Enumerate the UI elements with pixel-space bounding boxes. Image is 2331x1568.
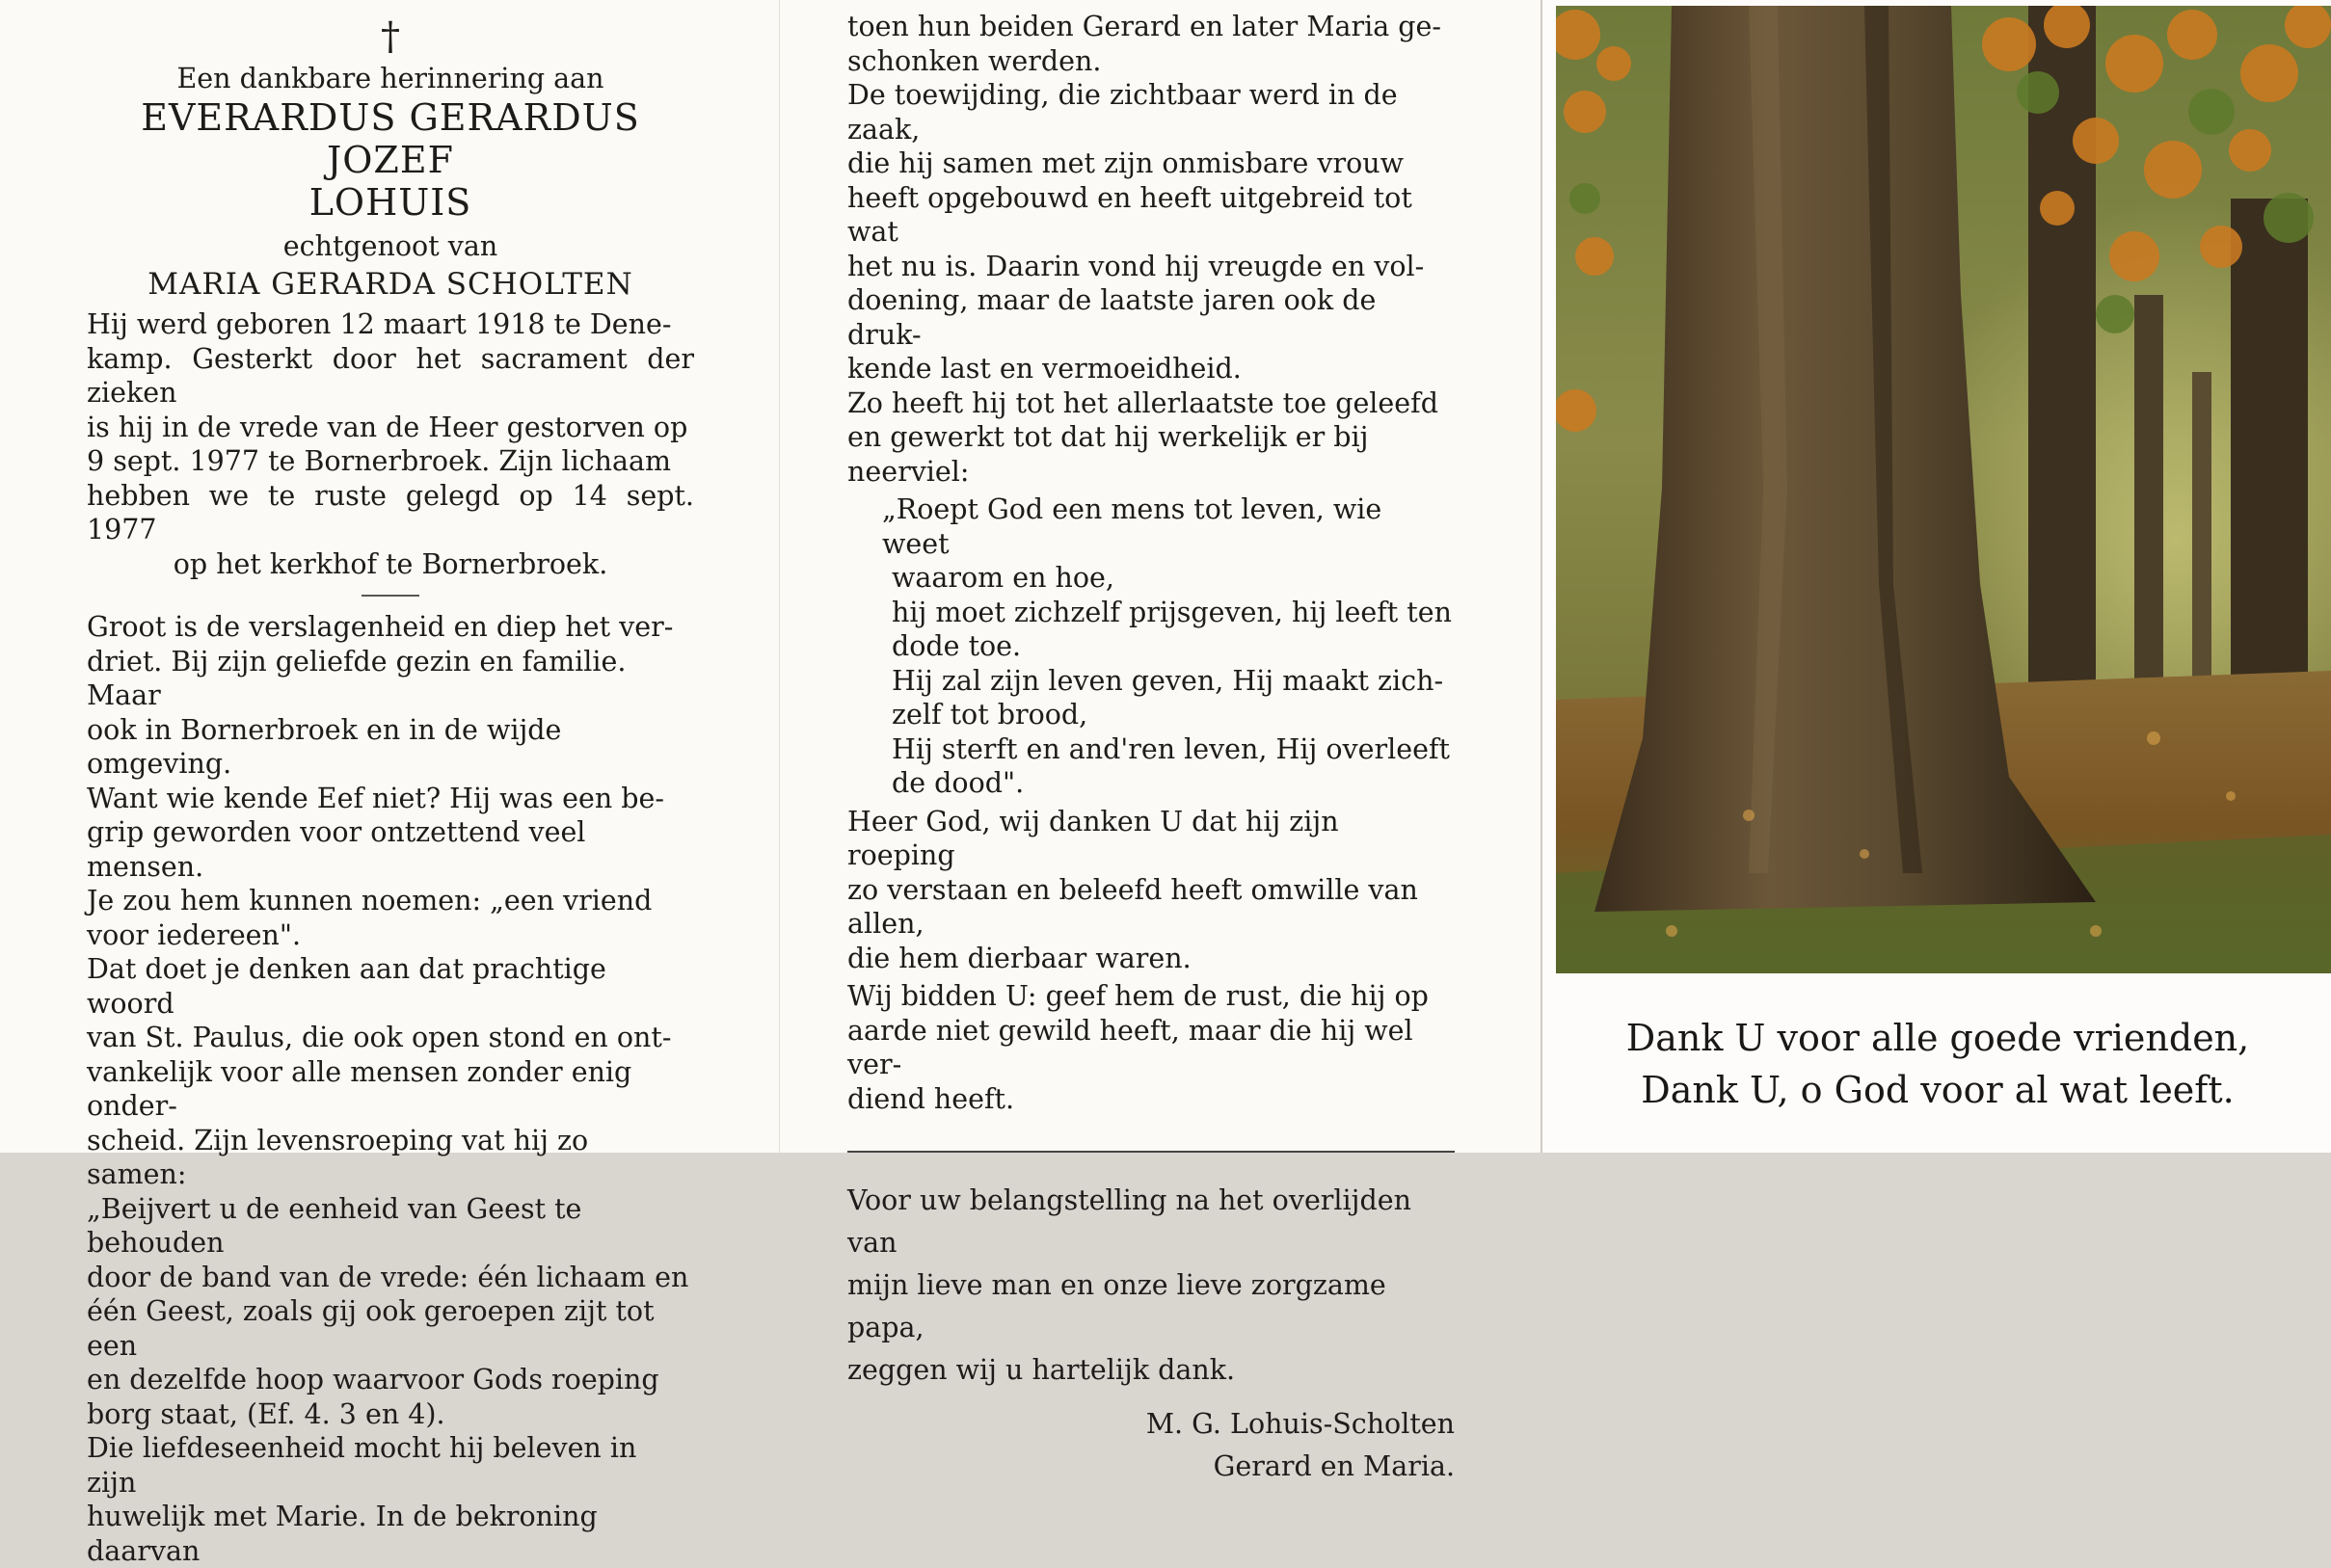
eulogy-line: Dat doet je denken aan dat prachtige woord [87,953,606,1020]
text-line: De toewijding, die zichtbaar werd in de zaak, [847,79,1398,146]
card-panel-left [0,0,779,1567]
eulogy-line: „Beijvert u de eenheid van Geest te behouden [87,1192,582,1259]
poem-line: Hij zal zijn leven geven, Hij maakt zich- [892,664,1444,697]
bio-line-last: op het kerkhof te Bornerbroek. [173,547,608,580]
spouse-prefix: echtgenoot van [282,229,498,262]
poem-line: waarom en hoe, [892,562,1114,594]
text-line: mijn lieve man en onze lieve zorgzame papa, [847,1269,1386,1343]
poem-line: „Roept God een mens tot leven, wie weet [882,493,1382,560]
text-line: Voor uw belangstelling na het overlijden van [847,1184,1411,1259]
poem-line: dode toe. [892,630,1022,662]
poem-line: Hij sterft en and'ren leven, Hij overleeft [892,732,1450,765]
cross-icon: † [381,14,400,59]
poem-block [847,492,1455,801]
eulogy-line: Want wie kende Eef niet? Hij was een be- [87,782,665,814]
text-line: heeft opgebouwd en heeft uitgebreid tot wat [847,181,1412,248]
text-line: Heer God, wij danken U dat hij zijn roeping [847,805,1339,871]
text-line: aarde niet gewild heeft, maar die hij wel ver- [847,1014,1413,1080]
tree-trunk-icon [1556,6,2331,973]
bio-paragraph [87,307,694,581]
eulogy-line: borg staat, (Ef. 4. 3 en 4). [87,1397,445,1430]
verse-line-1: Dank U voor alle goede vrienden, [1625,1017,2250,1059]
poem-line: zelf tot brood, [892,699,1088,731]
prayer-paragraph [847,805,1455,1117]
eulogy-line: vankelijk voor alle mensen zonder enig onder- [87,1055,632,1122]
text-line: zeggen wij u hartelijk dank. [847,1354,1236,1386]
intro-line: Een dankbare herinnering aan [176,63,604,94]
verse-line-2: Dank U, o God voor al wat leeft. [1641,1069,2235,1111]
bio-line: 9 sept. 1977 te Bornerbroek. Zijn lichaam [87,445,672,477]
text-line: schonken werden. [847,44,1102,77]
card-panel-middle [779,0,1541,1482]
eulogy-line: één Geest, zoals gij ook geroepen zijt tot een [87,1295,655,1362]
thanks-paragraph [847,1180,1455,1392]
bio-line: hebben we te ruste gelegd op 14 sept. 1977 [87,479,694,545]
spouse-name: MARIA GERARDA SCHOLTEN [147,267,633,302]
signature-name: M. G. Lohuis-Scholten [1145,1408,1455,1440]
text-line: zo verstaan en beleefd heeft omwille van allen, [847,873,1418,940]
eulogy-line: door de band van de vrede: één lichaam en [87,1261,689,1293]
text-line: toen hun beiden Gerard en later Maria ge- [847,11,1442,42]
eulogy-line: grip geworden voor ontzettend veel mensen. [87,816,586,883]
dedication-paragraph [847,10,1455,489]
eulogy-line: huwelijk met Marie. In de bekroning daarvan [87,1501,598,1567]
eulogy-line: en dezelfde hoop waarvoor Gods roeping [87,1364,659,1395]
closing-verse [1542,1012,2331,1116]
eulogy-line: Groot is de verslagenheid en diep het ver- [87,611,674,643]
eulogy-line: Je zou hem kunnen noemen: „een vriend [87,885,653,917]
text-line: het nu is. Daarin vond hij vreugde en vol- [847,250,1425,282]
eulogy-line: driet. Bij zijn geliefde gezin en familie. Maar [87,645,627,711]
eulogy-line: ook in Bornerbroek en in de wijde omgeving. [87,713,562,780]
long-divider [847,1151,1455,1153]
deceased-name-line2: LOHUIS [308,180,472,224]
text-line: diend heeft. [847,1082,1015,1115]
signature-children: Gerard en Maria. [1213,1450,1455,1482]
card-panel-right [1541,0,2331,1153]
text-line: Zo heeft hij tot het allerlaatste toe geleefd [847,386,1438,419]
text-line: doening, maar de laatste jaren ook de druk- [847,284,1377,351]
left-column [87,10,694,1568]
eulogy-line: Die liefdeseenheid mocht hij beleven in zijn [87,1432,637,1499]
eulogy-line: voor iedereen". [87,918,302,951]
text-line: Wij bidden U: geef hem de rust, die hij op [847,980,1429,1012]
signature-block [847,1403,1455,1488]
text-line: kende last en vermoeidheid. [847,353,1242,385]
autumn-forest-photo [1556,6,2331,973]
eulogy-line: scheid. Zijn levensroeping vat hij zo samen: [87,1124,589,1190]
text-line: die hij samen met zijn onmisbare vrouw [847,147,1405,179]
poem-line: de dood". [892,767,1025,799]
eulogy-paragraph [87,610,694,1568]
eulogy-line: van St. Paulus, die ook open stond en ont- [87,1022,672,1053]
middle-column [847,10,1455,1488]
bio-line: kamp. Gesterkt door het sacrament der zieken [87,342,694,409]
deceased-name-line1: EVERARDUS GERARDUS JOZEF [141,95,640,181]
text-line: die hem dierbaar waren. [847,942,1192,974]
short-divider [362,595,419,597]
poem-line: hij moet zichzelf prijsgeven, hij leeft ten [892,596,1452,628]
bio-line: is hij in de vrede van de Heer gestorven op [87,411,688,443]
text-line: en gewerkt tot dat hij werkelijk er bij neerviel: [847,421,1369,488]
bio-line: Hij werd geboren 12 maart 1918 te Dene- [87,308,672,340]
